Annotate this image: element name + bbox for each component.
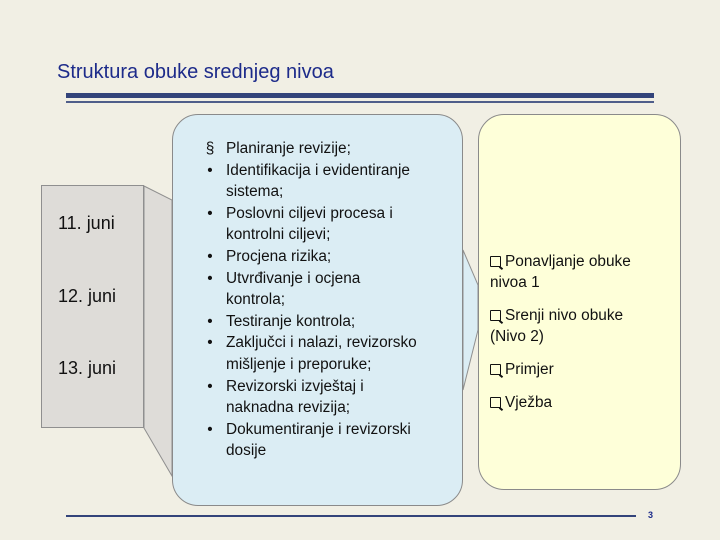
summary-text: Vježba [505,394,553,411]
topic-text: Dokumentiranje i revizorski [226,420,411,438]
footer-divider [66,515,636,517]
topic-item [200,332,458,375]
summary-text: Primjer [505,361,554,378]
summary-text-cont: (Nivo 2) [490,328,544,345]
topic-item [200,246,458,268]
summary-list [490,251,676,425]
page-number: 3 [648,510,654,520]
bullet-icon: • [207,377,213,395]
summary-text-cont: nivoa 1 [490,274,540,291]
topic-text: Procjena rizika; [226,247,332,265]
summary-item [490,251,676,293]
topic-item [200,160,458,203]
summary-text: Ponavljanje obuke [505,253,631,270]
topic-text: Testiranje kontrola; [226,312,356,330]
summary-item [490,392,676,413]
topic-text: Identifikacija i evidentiranje [226,161,410,179]
topic-text-cont: mišljenje i preporuke; [226,355,372,373]
topic-text: Planiranje revizije; [226,140,351,157]
topic-text: Revizorski izvještaj i [226,377,364,395]
topic-item [200,419,458,462]
bullet-icon: • [207,334,213,352]
topic-item [200,311,458,333]
summary-item [490,305,676,347]
date-1: 11. juni [58,213,115,233]
bullet-icon: • [207,204,213,222]
topic-text-cont: kontrola; [226,291,286,309]
bullet-icon: • [207,247,213,265]
topic-item [200,268,458,311]
dates-box [41,185,144,428]
topic-item [200,376,458,419]
bullet-icon: • [207,269,213,287]
topics-to-summary-arrow [463,250,478,390]
topic-text-cont: kontrolni ciljevi; [226,226,331,244]
topic-text-cont: naknadna revizija; [226,399,351,417]
slide-title: Struktura obuke srednjeg nivoa [57,61,334,83]
date-3: 13. juni [58,358,117,378]
summary-item [490,359,676,380]
checkbox-bullet-icon [490,256,501,267]
topic-item [200,203,458,246]
topics-list [200,138,458,462]
date-2: 12. juni [58,286,117,306]
bullet-icon: • [207,161,213,179]
dates-to-topics-arrow [144,186,172,476]
checkbox-bullet-icon [490,364,501,375]
checkbox-bullet-icon [490,397,501,408]
topic-item [200,138,458,160]
topic-text-cont: sistema; [226,183,284,201]
summary-text: Srenji nivo obuke [505,307,624,324]
topic-text: Poslovni ciljevi procesa i [226,204,393,222]
topic-text: Zaključci i nalazi, revizorsko [226,334,417,352]
checkbox-bullet-icon [490,310,501,321]
bullet-icon: • [207,312,213,330]
topic-text-cont: dosije [226,442,267,460]
section-bullet-icon: § [205,140,215,157]
topic-text: Utvrđivanje i ocjena [226,269,361,287]
bullet-icon: • [207,420,213,438]
